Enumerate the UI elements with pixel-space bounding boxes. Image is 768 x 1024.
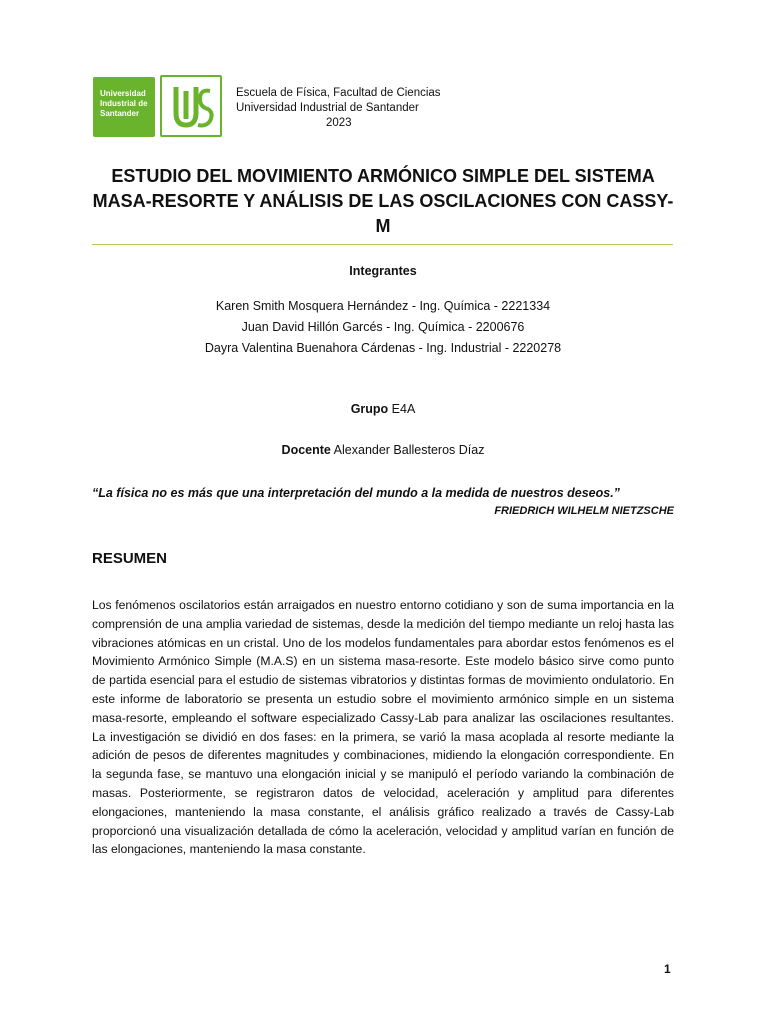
university-line: Universidad Industrial de Santander	[236, 102, 419, 114]
logo-text: Universidad Industrial de Santander	[100, 89, 148, 118]
member-1: Karen Smith Mosquera Hernández - Ing. Química - 2221334	[215, 299, 551, 313]
member-3: Dayra Valentina Buenahora Cárdenas - Ing. Industrial - 2220278	[204, 341, 562, 355]
teacher-line	[92, 443, 674, 457]
epigraph-author: FRIEDRICH WILHELM NIETZSCHE	[494, 505, 674, 517]
members-heading: Integrantes	[349, 264, 417, 278]
abstract-heading: RESUMEN	[92, 550, 168, 567]
group-label: Grupo	[350, 402, 389, 416]
year: 2023	[326, 117, 352, 129]
page-number: 1	[664, 962, 671, 976]
title-divider	[92, 244, 673, 245]
document-title: ESTUDIO DEL MOVIMIENTO ARMÓNICO SIMPLE DEL SISTEMA MASA-RESORTE Y ANÁLISIS DE LAS OSCILACIONES CON CASSY-M	[92, 166, 674, 236]
teacher-label: Docente	[281, 443, 331, 457]
uis-logo-icon	[160, 75, 222, 137]
institution-header	[236, 86, 476, 131]
teacher-value: Alexander Ballesteros Díaz	[333, 443, 485, 457]
group-value: E4A	[391, 402, 416, 416]
faculty-line: Escuela de Física, Facultad de Ciencias	[236, 87, 441, 99]
university-logo	[93, 77, 155, 137]
abstract-body: Los fenómenos oscilatorios están arraigados en nuestro entorno cotidiano y son de suma importancia en la comprensión de una amplia variedad de sistemas, desde la medición del tiempo mediante un reloj hasta las vibraciones atómicas en un cristal. Uno de los modelos fundamentales para abordar estos fenómenos es el Movimiento Armónico Simple (M.A.S) en un sistema masa-resorte. Este modelo básico sirve como punto de partida esencial para el estudio de sistemas vibratorios y distintas formas de movimiento ondulatorio. En este informe de laboratorio se presenta un estudio sobre el movimiento armónico simple en un sistema masa-resorte, empleando el software especializado Cassy-Lab para analizar las oscilaciones resultantes. La investigación se dividió en dos fases: en la primera, se varió la masa acoplada al resorte mediante la adición de pesos de diferentes magnitudes y combinaciones, midiendo la elongación correspondiente. En la segunda fase, se mantuvo una elongación inicial y se manipuló el período variando la combinación de masas. Posteriormente, se registraron datos de velocidad, aceleración y amplitud para diferentes elongaciones, manteniendo la masa constante, el análisis gráfico realizado a través de Cassy-Lab proporcionó una visualización detallada de cómo la aceleración, velocidad y amplitud varían en función de las elongaciones, manteniendo la masa constante.	[92, 598, 674, 857]
member-2: Juan David Hillón Garcés - Ing. Química - 2200676	[241, 320, 525, 334]
group-line	[92, 402, 674, 416]
epigraph-quote: “La física no es más que una interpretación del mundo a la medida de nuestros deseos.”	[92, 486, 620, 500]
